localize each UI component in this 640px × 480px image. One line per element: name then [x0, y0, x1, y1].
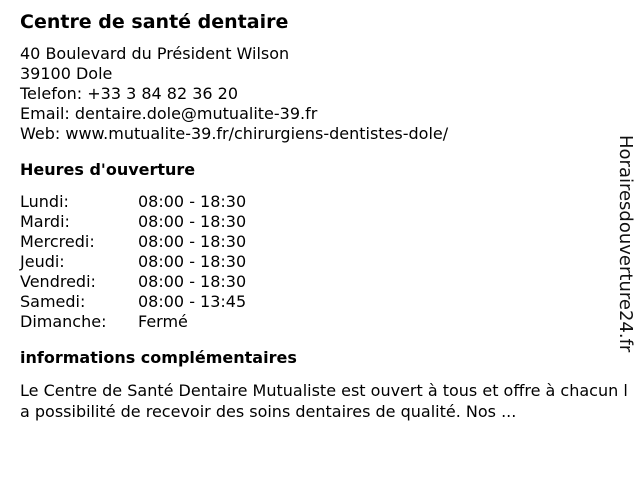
- business-name: Centre de santé dentaire: [20, 11, 289, 33]
- hours-day-label: Mardi:: [20, 212, 70, 231]
- hours-time: Fermé: [138, 312, 188, 331]
- additional-info-heading: informations complémentaires: [20, 348, 297, 367]
- website-url: Web: www.mutualite-39.fr/chirurgiens-dentistes-dole/: [20, 124, 449, 143]
- hours-row-mercredi: [20, 232, 610, 252]
- additional-info-text: Le Centre de Santé Dentaire Mutualiste est ouvert à tous et offre à chacun la possibilité de recevoir des soins dentaires de qualité. Nos ...: [20, 381, 628, 421]
- hours-day-label: Dimanche:: [20, 312, 107, 331]
- hours-row-mardi: [20, 212, 610, 232]
- hours-time: 08:00 - 18:30: [138, 212, 247, 231]
- phone-number: Telefon: +33 3 84 82 36 20: [20, 84, 239, 103]
- hours-row-dimanche: [20, 312, 610, 332]
- site-watermark: Horairesdouverture24.fr: [615, 135, 636, 353]
- address-street: 40 Boulevard du Président Wilson: [20, 44, 290, 63]
- hours-time: 08:00 - 18:30: [138, 232, 247, 251]
- opening-hours-heading: Heures d'ouverture: [20, 160, 196, 179]
- hours-row-vendredi: [20, 272, 610, 292]
- hours-time: 08:00 - 18:30: [138, 252, 247, 271]
- hours-day-label: Lundi:: [20, 192, 69, 211]
- contact-block: [20, 44, 610, 144]
- hours-row-lundi: [20, 192, 610, 212]
- hours-day-label: Samedi:: [20, 292, 86, 311]
- hours-row-jeudi: [20, 252, 610, 272]
- hours-time: 08:00 - 18:30: [138, 272, 247, 291]
- email-address: Email: dentaire.dole@mutualite-39.fr: [20, 104, 318, 123]
- hours-time: 08:00 - 13:45: [138, 292, 247, 311]
- hours-time: 08:00 - 18:30: [138, 192, 247, 211]
- opening-hours-table: [20, 192, 610, 332]
- hours-row-samedi: [20, 292, 610, 312]
- hours-day-label: Vendredi:: [20, 272, 96, 291]
- hours-day-label: Mercredi:: [20, 232, 95, 251]
- hours-day-label: Jeudi:: [20, 252, 65, 271]
- address-city: 39100 Dole: [20, 64, 113, 83]
